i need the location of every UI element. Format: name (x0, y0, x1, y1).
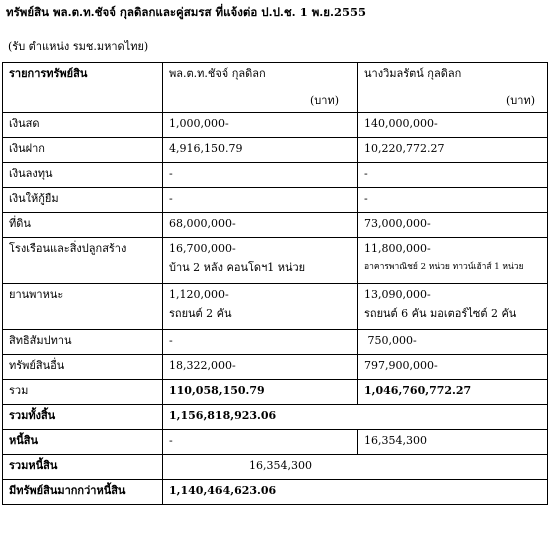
subtotal-label: รวม (3, 380, 163, 405)
table-row (3, 113, 548, 138)
row-wife-note: รถยนต์ 6 คัน มอเตอร์ไซต์ 2 คัน (364, 307, 517, 320)
header-husband-column (163, 63, 358, 113)
row-husband-value: - (163, 163, 358, 188)
row-label: เงินลงทุน (3, 163, 163, 188)
subtotal-row (3, 380, 548, 405)
page-subtitle: (รับ ตำแหน่ง รมช.มหาดไทย) (8, 40, 149, 53)
liabilities-wife-value: 16,354,300 (358, 430, 548, 455)
row-husband-cell (163, 284, 358, 330)
row-wife-value: 11,800,000- (364, 242, 431, 255)
net-assets-value: 1,140,464,623.06 (163, 480, 548, 505)
table-row (3, 355, 548, 380)
row-label: ที่ดิน (3, 213, 163, 238)
row-label: สิทธิสัมปทาน (3, 330, 163, 355)
row-husband-value: 4,916,150.79 (163, 138, 358, 163)
total-liabilities-value: 16,354,300 (163, 455, 548, 480)
row-wife-value: 73,000,000- (358, 213, 548, 238)
row-wife-value: 10,220,772.27 (358, 138, 548, 163)
table-row (3, 213, 548, 238)
table-row (3, 330, 548, 355)
table-row (3, 284, 548, 330)
row-wife-value: - (358, 163, 548, 188)
liabilities-row (3, 430, 548, 455)
liabilities-label: หนี้สิน (3, 430, 163, 455)
header-husband-name: พล.ต.ท.ชัจจ์ กุลดิลก (169, 67, 266, 80)
row-wife-cell (358, 238, 548, 284)
table-row (3, 238, 548, 284)
row-wife-value: 13,090,000- (364, 288, 431, 301)
row-label: โรงเรือนและสิ่งปลูกสร้าง (3, 238, 163, 284)
row-wife-value: 750,000- (358, 330, 548, 355)
table-row (3, 163, 548, 188)
header-husband-unit: (บาท) (310, 94, 339, 107)
table-row (3, 138, 548, 163)
total-liabilities-row (3, 455, 548, 480)
row-label: ทรัพย์สินอื่น (3, 355, 163, 380)
liabilities-husband-value: - (163, 430, 358, 455)
header-wife-unit: (บาท) (506, 94, 535, 107)
total-liabilities-label: รวมหนี้สิน (3, 455, 163, 480)
row-wife-note: อาคารพาณิชย์ 2 หน่วย ทาวน์เฮ้าส์ 1 หน่วย (364, 262, 524, 272)
row-label: เงินสด (3, 113, 163, 138)
subtotal-wife-value: 1,046,760,772.27 (358, 380, 548, 405)
table-row (3, 188, 548, 213)
asset-table (2, 62, 548, 505)
net-assets-label: มีทรัพย์สินมากกว่าหนี้สิน (3, 480, 163, 505)
grand-total-row (3, 405, 548, 430)
row-wife-cell (358, 284, 548, 330)
row-husband-value: 1,120,000- (169, 288, 229, 301)
row-label: เงินให้กู้ยืม (3, 188, 163, 213)
row-husband-value: 1,000,000- (163, 113, 358, 138)
subtotal-husband-value: 110,058,150.79 (163, 380, 358, 405)
row-label: ยานพาหนะ (3, 284, 163, 330)
row-husband-value: - (163, 330, 358, 355)
row-husband-value: 68,000,000- (163, 213, 358, 238)
row-wife-value: 797,900,000- (358, 355, 548, 380)
row-husband-note: บ้าน 2 หลัง คอนโดฯ1 หน่วย (169, 261, 306, 274)
table-header-row (3, 63, 548, 113)
header-item-column: รายการทรัพย์สิน (3, 63, 163, 113)
row-husband-cell (163, 238, 358, 284)
net-assets-row (3, 480, 548, 505)
row-husband-value: - (163, 188, 358, 213)
row-husband-value: 16,700,000- (169, 242, 236, 255)
row-label: เงินฝาก (3, 138, 163, 163)
grand-total-value: 1,156,818,923.06 (163, 405, 548, 430)
page-title: ทรัพย์สิน พล.ต.ท.ชัจจ์ กุลดิลกและคู่สมรส ที่แจ้งต่อ ป.ป.ช. 1 พ.ย.2555 (6, 5, 367, 19)
grand-total-label: รวมทั้งสิ้น (3, 405, 163, 430)
row-wife-value: 140,000,000- (358, 113, 548, 138)
header-wife-name: นางวิมลรัตน์ กุลดิลก (364, 67, 462, 80)
row-husband-note: รถยนต์ 2 คัน (169, 307, 232, 320)
header-wife-column (358, 63, 548, 113)
row-wife-value: - (358, 188, 548, 213)
row-husband-value: 18,322,000- (163, 355, 358, 380)
